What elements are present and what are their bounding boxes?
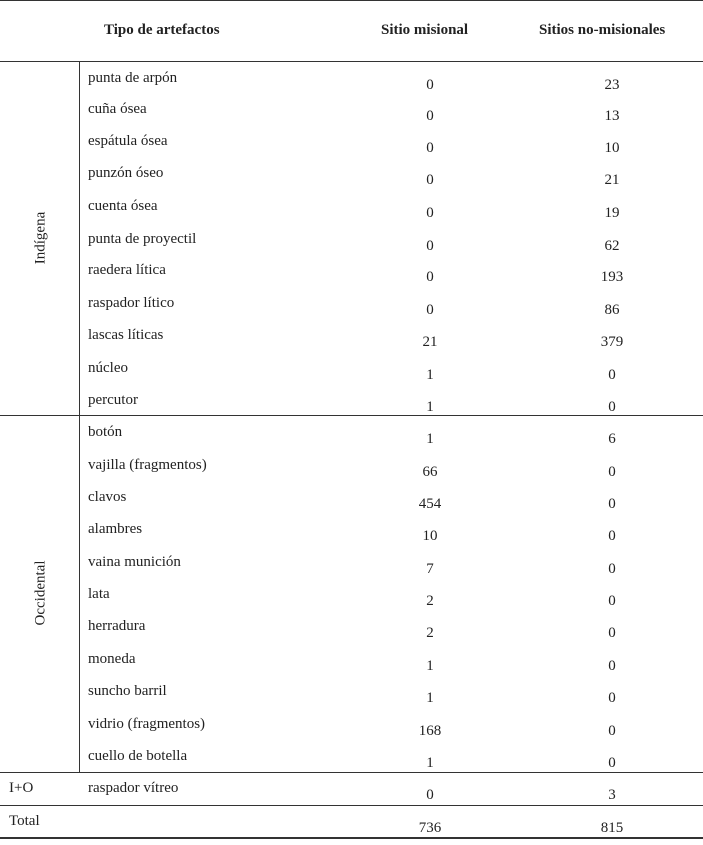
- cell-no-misional: 3: [608, 787, 616, 803]
- header-misional: Sitio misional: [381, 22, 469, 38]
- cell-no-misional: 0: [608, 496, 616, 512]
- table-row: [0, 392, 703, 424]
- table-row: [0, 554, 703, 586]
- cell-type: cuello de botella: [88, 748, 188, 764]
- cell-no-misional: 19: [604, 205, 620, 221]
- table-row: [0, 327, 703, 359]
- cell-misional: 736: [418, 820, 442, 836]
- table-row: [0, 716, 703, 748]
- cell-type: suncho barril: [88, 683, 167, 699]
- table-top-rule: [0, 0, 703, 1]
- cell-misional: 0: [426, 302, 434, 318]
- cell-type: clavos: [88, 489, 127, 505]
- cell-type: vajilla (fragmentos): [88, 457, 207, 473]
- cell-no-misional: 86: [604, 302, 620, 318]
- cell-no-misional: 0: [608, 367, 616, 383]
- cell-misional: 454: [418, 496, 442, 512]
- cell-type: cuenta ósea: [88, 198, 158, 214]
- cell-type: vidrio (fragmentos): [88, 716, 206, 732]
- cell-misional: 21: [422, 334, 438, 350]
- table-row: [0, 586, 703, 618]
- header-type: Tipo de artefactos: [104, 22, 220, 38]
- cell-misional: 1: [426, 431, 434, 447]
- cell-type: punta de arpón: [88, 70, 178, 86]
- cell-no-misional: 62: [604, 238, 620, 254]
- cell-type: punta de proyectil: [88, 231, 197, 247]
- table-row: [0, 295, 703, 327]
- cell-no-misional: 0: [608, 625, 616, 641]
- cell-misional: 0: [426, 140, 434, 156]
- table-row: [0, 101, 703, 133]
- cell-no-misional: 0: [608, 561, 616, 577]
- cell-no-misional: 0: [608, 658, 616, 674]
- header-rule: [0, 61, 703, 62]
- cell-type: moneda: [88, 651, 136, 667]
- cell-misional: 0: [426, 238, 434, 254]
- cell-misional: 1: [426, 755, 434, 771]
- cell-misional: 0: [426, 787, 434, 803]
- cell-type: punzón óseo: [88, 165, 164, 181]
- cell-type: lascas líticas: [88, 327, 164, 343]
- cell-misional: 2: [426, 593, 434, 609]
- cell-no-misional: 815: [600, 820, 624, 836]
- table-row: [0, 360, 703, 392]
- cell-no-misional: 0: [608, 755, 616, 771]
- cell-type: raspador lítico: [88, 295, 175, 311]
- cell-no-misional: 23: [604, 77, 620, 93]
- table-row: [0, 683, 703, 715]
- cell-misional: 10: [422, 528, 438, 544]
- cell-no-misional: 21: [604, 172, 620, 188]
- cell-type: percutor: [88, 392, 138, 408]
- cell-misional: 1: [426, 690, 434, 706]
- table-row: [0, 521, 703, 553]
- table-row: [0, 198, 703, 230]
- total-row: [0, 813, 703, 845]
- cell-no-misional: 379: [600, 334, 624, 350]
- cell-misional: 0: [426, 77, 434, 93]
- group-label-total: Total: [9, 813, 40, 829]
- table-row: [0, 424, 703, 456]
- cell-no-misional: 193: [600, 269, 624, 285]
- cell-misional: 168: [418, 723, 442, 739]
- table-row: [0, 133, 703, 165]
- cell-type: raedera lítica: [88, 262, 166, 278]
- cell-misional: 7: [426, 561, 434, 577]
- cell-type: herradura: [88, 618, 146, 634]
- table-row: [0, 780, 703, 812]
- cell-no-misional: 0: [608, 723, 616, 739]
- table-row: [0, 262, 703, 294]
- cell-no-misional: 0: [608, 464, 616, 480]
- cell-misional: 1: [426, 367, 434, 383]
- table-row: [0, 70, 703, 102]
- cell-no-misional: 0: [608, 399, 616, 415]
- cell-type: núcleo: [88, 360, 128, 376]
- table-row: [0, 457, 703, 489]
- table-row: [0, 231, 703, 263]
- table-row: [0, 618, 703, 650]
- table-row: [0, 748, 703, 780]
- cell-no-misional: 0: [608, 690, 616, 706]
- cell-misional: 0: [426, 108, 434, 124]
- cell-misional: 1: [426, 399, 434, 415]
- group-label-io: I+O: [9, 780, 34, 796]
- cell-no-misional: 13: [604, 108, 620, 124]
- cell-no-misional: 10: [604, 140, 620, 156]
- cell-no-misional: 6: [608, 431, 616, 447]
- cell-misional: 2: [426, 625, 434, 641]
- cell-type: lata: [88, 586, 110, 602]
- cell-no-misional: 0: [608, 593, 616, 609]
- cell-misional: 66: [422, 464, 438, 480]
- cell-type: vaina munición: [88, 554, 181, 570]
- table-row: [0, 489, 703, 521]
- group-label-occidental: Occidental: [32, 560, 49, 626]
- cell-type: espátula ósea: [88, 133, 168, 149]
- cell-misional: 0: [426, 205, 434, 221]
- cell-misional: 0: [426, 172, 434, 188]
- cell-type: cuña ósea: [88, 101, 147, 117]
- table-row: [0, 651, 703, 683]
- table-row: [0, 165, 703, 197]
- cell-misional: 0: [426, 269, 434, 285]
- cell-no-misional: 0: [608, 528, 616, 544]
- cell-misional: 1: [426, 658, 434, 674]
- cell-type: alambres: [88, 521, 143, 537]
- cell-type: raspador vítreo: [88, 780, 179, 796]
- cell-type: botón: [88, 424, 123, 440]
- group-label-indigena: Indígena: [32, 211, 49, 265]
- header-no-misional: Sitios no-misionales: [539, 22, 666, 38]
